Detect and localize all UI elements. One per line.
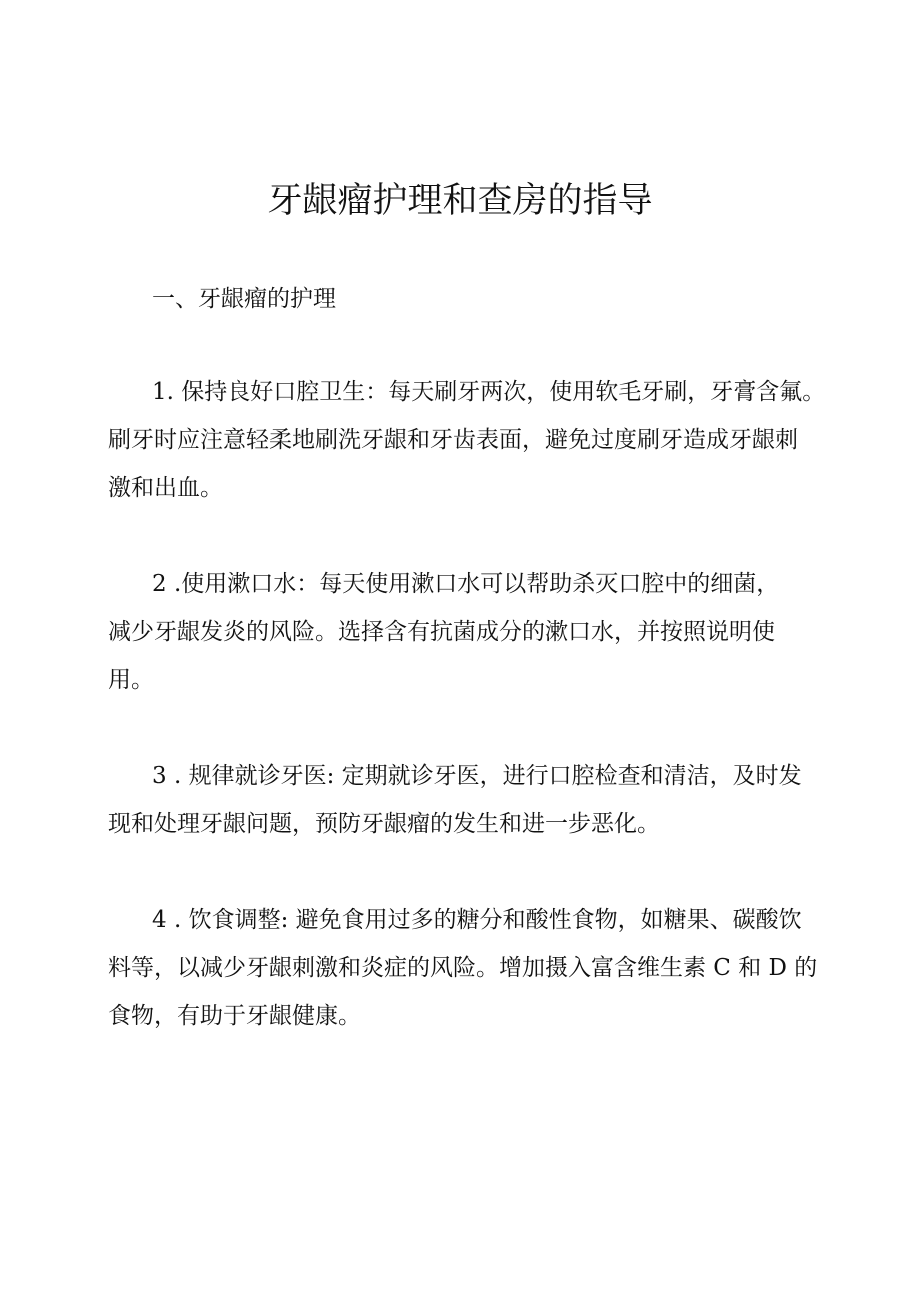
paragraph-line: 刷牙时应注意轻柔地刷洗牙龈和牙齿表面，避免过度刷牙造成牙龈刺 bbox=[108, 427, 798, 453]
paragraph-line: 现和处理牙龈问题，预防牙龈瘤的发生和进一步恶化。 bbox=[108, 811, 660, 837]
paragraph-mouthwash bbox=[108, 560, 824, 704]
paragraph-line: 减少牙龈发炎的风险。选择含有抗菌成分的漱口水，并按照说明使 bbox=[108, 619, 775, 645]
paragraph-line: 3 . 规律就诊牙医: 定期就诊牙医，进行口腔检查和清洁，及时发 bbox=[152, 763, 802, 789]
paragraph-line: 4 . 饮食调整: 避免食用过多的糖分和酸性食物，如糖果、碳酸饮 bbox=[152, 907, 802, 933]
paragraph-line: 激和出血。 bbox=[108, 475, 223, 501]
document-title: 牙龈瘤护理和查房的指导 bbox=[267, 181, 653, 221]
paragraph-line: 1. 保持良好口腔卫生：每天刷牙两次，使用软毛牙刷，牙膏含氟。 bbox=[152, 379, 826, 405]
paragraph-diet bbox=[108, 896, 824, 1040]
paragraph-line: 料等，以减少牙龈刺激和炎症的风险。增加摄入富含维生素 C 和 D 的 bbox=[108, 955, 818, 981]
paragraph-oral-hygiene bbox=[108, 368, 824, 512]
paragraph-line: 用。 bbox=[108, 667, 154, 693]
paragraph-line: 食物，有助于牙龈健康。 bbox=[108, 1003, 361, 1029]
paragraph-line: 2 .使用漱口水：每天使用漱口水可以帮助杀灭口腔中的细菌， bbox=[152, 571, 780, 597]
section-heading: 一、牙龈瘤的护理 bbox=[152, 286, 336, 312]
paragraph-dentist-visits bbox=[108, 752, 824, 848]
